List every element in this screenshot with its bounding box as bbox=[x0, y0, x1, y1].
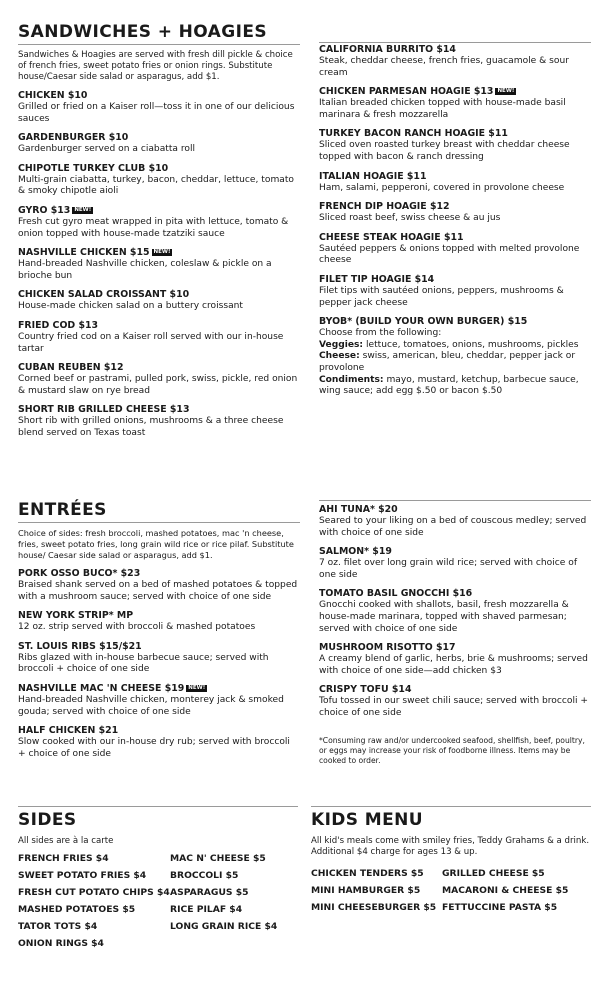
item-name bbox=[319, 201, 591, 213]
item-description: Country fried cod on a Kaiser roll served with our in-house tartar bbox=[18, 331, 284, 354]
item-description: Seared to your liking on a bed of couscous medley; served with choice of one side bbox=[319, 516, 587, 538]
veggies-text: lettuce, tomatoes, onions, mushrooms, pickles bbox=[363, 339, 579, 350]
kids-section bbox=[311, 806, 591, 919]
item-name bbox=[18, 320, 300, 332]
item-name-text: NASHVILLE MAC 'N CHEESE $19 bbox=[18, 682, 185, 694]
item-description: Hand-breaded Nashville chicken, coleslaw & pickle on a brioche bun bbox=[18, 259, 272, 281]
item-name bbox=[18, 404, 300, 416]
item-name-text: CHICKEN SALAD CROISSANT $10 bbox=[18, 289, 190, 301]
item-name bbox=[319, 44, 591, 56]
item-name-text: CHICKEN $10 bbox=[18, 90, 88, 101]
item-name-text: SHORT RIB GRILLED CHEESE $13 bbox=[18, 404, 190, 416]
menu-item bbox=[18, 404, 300, 439]
list-item: FETTUCCINE PASTA $5 bbox=[442, 902, 558, 913]
veggies-label: Veggies: bbox=[319, 339, 364, 350]
list-item: RICE PILAF $4 bbox=[170, 904, 243, 915]
menu-item bbox=[18, 641, 300, 676]
list-item: SWEET POTATO FRIES $4 bbox=[18, 870, 147, 881]
entrees-intro: Choice of sides: fresh broccoli, mashed potatoes, mac 'n cheese, fries, sweet potato fries, long grain wild rice or rice pilaf. Substitute house/ Caesar side salad or asparagus, add $1. bbox=[18, 528, 294, 560]
menu-item bbox=[18, 247, 300, 282]
kids-list bbox=[311, 868, 591, 919]
menu-item bbox=[18, 362, 300, 397]
sandwiches-left-list bbox=[18, 90, 300, 440]
divider bbox=[319, 42, 591, 43]
sandwiches-title: SANDWICHES + HOAGIES bbox=[18, 22, 267, 42]
item-name-text: PORK OSSO BUCO* $23 bbox=[18, 568, 141, 579]
divider bbox=[18, 44, 300, 45]
sandwiches-right-list bbox=[319, 44, 591, 309]
item-name bbox=[18, 641, 300, 653]
entrees-section bbox=[18, 500, 300, 760]
item-name-text: CUBAN REUBEN $12 bbox=[18, 362, 124, 374]
item-name bbox=[18, 568, 300, 580]
item-name-text: MUSHROOM RISOTTO $17 bbox=[319, 642, 456, 654]
item-description: Grilled or fried on a Kaiser roll—toss it in one of our delicious sauces bbox=[18, 102, 295, 124]
sides-column-1 bbox=[18, 853, 170, 955]
consumer-advisory-note: *Consuming raw and/or undercooked seafood, shellfish, beef, poultry, or eggs may increase your risk of foodborne illness. Items may be cooked to order. bbox=[319, 735, 585, 765]
menu-item bbox=[18, 610, 300, 634]
list-item: FRESH CUT POTATO CHIPS $4 bbox=[18, 887, 170, 898]
new-badge: NEW! bbox=[188, 684, 206, 691]
item-description: Tofu tossed in our sweet chili sauce; served with broccoli + choice of one side bbox=[319, 696, 589, 718]
item-name-text: CHICKEN PARMESAN HOAGIE $13 bbox=[319, 86, 494, 98]
menu-item bbox=[319, 44, 591, 79]
list-item: ONION RINGS $4 bbox=[18, 938, 104, 949]
list-item: FRENCH FRIES $4 bbox=[18, 853, 109, 864]
sides-title: SIDES bbox=[18, 810, 77, 830]
item-description: Sliced oven roasted turkey breast with cheddar cheese topped with bacon & ranch dressing bbox=[319, 140, 570, 162]
kids-column-2 bbox=[442, 868, 568, 919]
item-description: Braised shank served on a bed of mashed potatoes & topped with a mushroom sauce; served with choice of one side bbox=[18, 580, 298, 602]
menu-item bbox=[18, 568, 300, 603]
item-description: Sliced roast beef, swiss cheese & au jus bbox=[319, 213, 501, 224]
menu-item-byob bbox=[319, 316, 591, 398]
kids-column-1 bbox=[311, 868, 442, 919]
sides-column-2 bbox=[170, 853, 277, 955]
menu-item bbox=[18, 320, 300, 355]
kids-title: KIDS MENU bbox=[311, 810, 423, 830]
item-description: Sautéed peppers & onions topped with melted provolone cheese bbox=[319, 243, 580, 266]
item-name bbox=[18, 205, 300, 217]
list-item: GRILLED CHEESE $5 bbox=[442, 868, 545, 879]
list-item: LONG GRAIN RICE $4 bbox=[170, 921, 278, 932]
menu-item bbox=[319, 171, 591, 195]
menu-item bbox=[18, 205, 300, 240]
item-name bbox=[18, 683, 300, 695]
item-description: 12 oz. strip served with broccoli & mashed potatoes bbox=[18, 622, 256, 633]
item-name bbox=[319, 274, 591, 286]
entrees-right-list bbox=[319, 504, 591, 720]
item-description: Hand-breaded Nashville chicken, monterey jack & smoked gouda; served with choice of one side bbox=[18, 694, 284, 717]
entrees-left-list bbox=[18, 568, 300, 760]
sandwiches-right-column bbox=[319, 22, 591, 398]
list-item: CHICKEN TENDERS $5 bbox=[311, 868, 424, 879]
menu-item bbox=[319, 128, 591, 163]
condiments-text: mayo, mustard, ketchup, barbecue sauce, wing sauce; add egg $.50 or bacon $.50 bbox=[319, 374, 579, 397]
menu-item bbox=[319, 232, 591, 267]
item-description: A creamy blend of garlic, herbs, brie & mushrooms; served with choice of one side—add chicken $3 bbox=[319, 654, 588, 676]
item-description: Multi-grain ciabatta, turkey, bacon, cheddar, lettuce, tomato & smoky chipotle aioli bbox=[18, 174, 295, 197]
byob-cheese bbox=[319, 351, 591, 374]
new-badge: NEW! bbox=[153, 249, 171, 256]
item-name bbox=[18, 725, 300, 737]
item-name-text: TOMATO BASIL GNOCCHI $16 bbox=[319, 588, 473, 600]
list-item: BROCCOLI $5 bbox=[170, 870, 239, 881]
item-description: Steak, cheddar cheese, french fries, guacamole & sour cream bbox=[319, 56, 569, 78]
menu-item bbox=[319, 201, 591, 225]
item-name bbox=[319, 642, 591, 654]
menu-item bbox=[319, 274, 591, 309]
item-name bbox=[319, 171, 591, 183]
item-description: Ham, salami, pepperoni, covered in provolone cheese bbox=[319, 182, 565, 193]
sides-intro: All sides are à la carte bbox=[18, 836, 114, 846]
menu-item bbox=[18, 163, 300, 198]
item-name bbox=[18, 610, 300, 622]
list-item: MASHED POTATOES $5 bbox=[18, 904, 136, 915]
menu-item bbox=[319, 642, 591, 677]
item-name-text: FRENCH DIP HOAGIE $12 bbox=[319, 201, 450, 213]
item-name bbox=[18, 289, 300, 301]
kids-intro: All kid's meals come with smiley fries, Teddy Grahams & a drink. Additional $4 charge for ages 13 & up. bbox=[311, 836, 590, 857]
item-description: Italian breaded chicken topped with house-made basil marinara & fresh mozzarella bbox=[319, 98, 566, 120]
item-name bbox=[18, 247, 300, 259]
menu-item bbox=[18, 683, 300, 718]
list-item: MINI CHEESEBURGER $5 bbox=[311, 902, 437, 913]
item-description: Slow cooked with our in-house dry rub; served with broccoli + choice of one side bbox=[18, 737, 290, 759]
item-name-text: NEW YORK STRIP* MP bbox=[18, 610, 134, 622]
sides-list bbox=[18, 853, 298, 955]
new-badge: NEW! bbox=[74, 206, 92, 213]
list-item: MAC N' CHEESE $5 bbox=[170, 853, 266, 864]
item-name-text: GARDENBURGER $10 bbox=[18, 132, 129, 144]
sandwiches-section bbox=[18, 22, 300, 440]
item-name-text: FRIED COD $13 bbox=[18, 319, 99, 331]
item-name bbox=[319, 128, 591, 140]
list-item: MINI HAMBURGER $5 bbox=[311, 885, 421, 896]
sandwiches-intro: Sandwiches & Hoagies are served with fresh dill pickle & choice of french fries, sweet potato fries or onion rings. Substitute house/Caesar side salad or asparagus, add $1. bbox=[18, 50, 293, 82]
divider bbox=[319, 500, 591, 501]
divider bbox=[18, 522, 300, 523]
item-name-text: CHIPOTLE TURKEY CLUB $10 bbox=[18, 162, 169, 174]
item-name bbox=[18, 163, 300, 175]
item-name-text: AHI TUNA* $20 bbox=[319, 504, 398, 515]
item-name bbox=[18, 90, 300, 102]
item-name-text: CRISPY TOFU $14 bbox=[319, 684, 412, 696]
list-item: ASPARAGUS $5 bbox=[170, 887, 249, 898]
item-description: Gnocchi cooked with shallots, basil, fresh mozzarella & house-made marinara, topped with shaved parmesan; served with choice of one side bbox=[319, 600, 569, 634]
item-name-text: CHEESE STEAK HOAGIE $11 bbox=[319, 231, 464, 243]
item-name bbox=[319, 86, 591, 98]
item-name-text: ITALIAN HOAGIE $11 bbox=[319, 170, 427, 182]
cheese-label: Cheese: bbox=[319, 351, 360, 362]
menu-item bbox=[18, 289, 300, 313]
item-name-text: TURKEY BACON RANCH HOAGIE $11 bbox=[319, 128, 508, 140]
new-badge: NEW! bbox=[497, 88, 515, 95]
item-name-text: HALF CHICKEN $21 bbox=[18, 725, 119, 737]
item-name bbox=[319, 232, 591, 244]
item-name bbox=[319, 588, 591, 600]
menu-item bbox=[319, 86, 591, 121]
item-name-text: ST. LOUIS RIBS $15/$21 bbox=[18, 640, 142, 652]
item-description: Choose from the following: bbox=[319, 328, 442, 339]
item-name bbox=[18, 362, 300, 374]
item-name-text: SALMON* $19 bbox=[319, 546, 392, 558]
item-description: Corned beef or pastrami, pulled pork, swiss, pickle, red onion & mustard slaw on rye bread bbox=[18, 374, 298, 396]
item-description: Short rib with grilled onions, mushrooms & a three cheese blend served on Texas toast bbox=[18, 416, 284, 438]
item-name bbox=[18, 132, 300, 144]
item-description: Gardenburger served on a ciabatta roll bbox=[18, 144, 196, 155]
menu-item bbox=[319, 504, 591, 539]
sides-section bbox=[18, 806, 298, 955]
entrees-title: ENTRÉES bbox=[18, 500, 107, 520]
item-description: Filet tips with sautéed onions, peppers, mushrooms & pepper jack cheese bbox=[319, 285, 564, 308]
item-name bbox=[319, 546, 591, 558]
item-name bbox=[319, 504, 591, 516]
item-name: BYOB* (BUILD YOUR OWN BURGER) $15 bbox=[319, 316, 528, 328]
byob-condiments bbox=[319, 375, 591, 398]
list-item: TATOR TOTS $4 bbox=[18, 921, 98, 932]
item-description: 7 oz. filet over long grain wild rice; served with choice of one side bbox=[319, 558, 578, 580]
item-description: Ribs glazed with in-house barbecue sauce; served with broccoli + choice of one side bbox=[18, 652, 269, 675]
byob-veggies bbox=[319, 340, 591, 352]
divider bbox=[311, 806, 591, 807]
item-name bbox=[319, 684, 591, 696]
divider bbox=[18, 806, 298, 807]
item-name-text: FILET TIP HOAGIE $14 bbox=[319, 273, 435, 285]
item-name-text: GYRO $13 bbox=[18, 204, 71, 216]
menu-item bbox=[18, 90, 300, 125]
menu-item bbox=[18, 725, 300, 760]
menu-item bbox=[319, 546, 591, 581]
entrees-right-column bbox=[319, 500, 591, 766]
item-description: Fresh cut gyro meat wrapped in pita with lettuce, tomato & onion topped with house-made tzatziki sauce bbox=[18, 216, 289, 239]
item-name-text: CALIFORNIA BURRITO $14 bbox=[319, 44, 456, 55]
condiments-label: Condiments: bbox=[319, 374, 384, 385]
menu-item bbox=[319, 588, 591, 635]
item-name-text: NASHVILLE CHICKEN $15 bbox=[18, 247, 150, 259]
list-item: MACARONI & CHEESE $5 bbox=[442, 885, 569, 896]
cheese-text: swiss, american, bleu, cheddar, pepper jack or provolone bbox=[319, 351, 576, 373]
item-description: House-made chicken salad on a buttery croissant bbox=[18, 301, 243, 312]
menu-item bbox=[319, 684, 591, 719]
menu-item bbox=[18, 132, 300, 156]
